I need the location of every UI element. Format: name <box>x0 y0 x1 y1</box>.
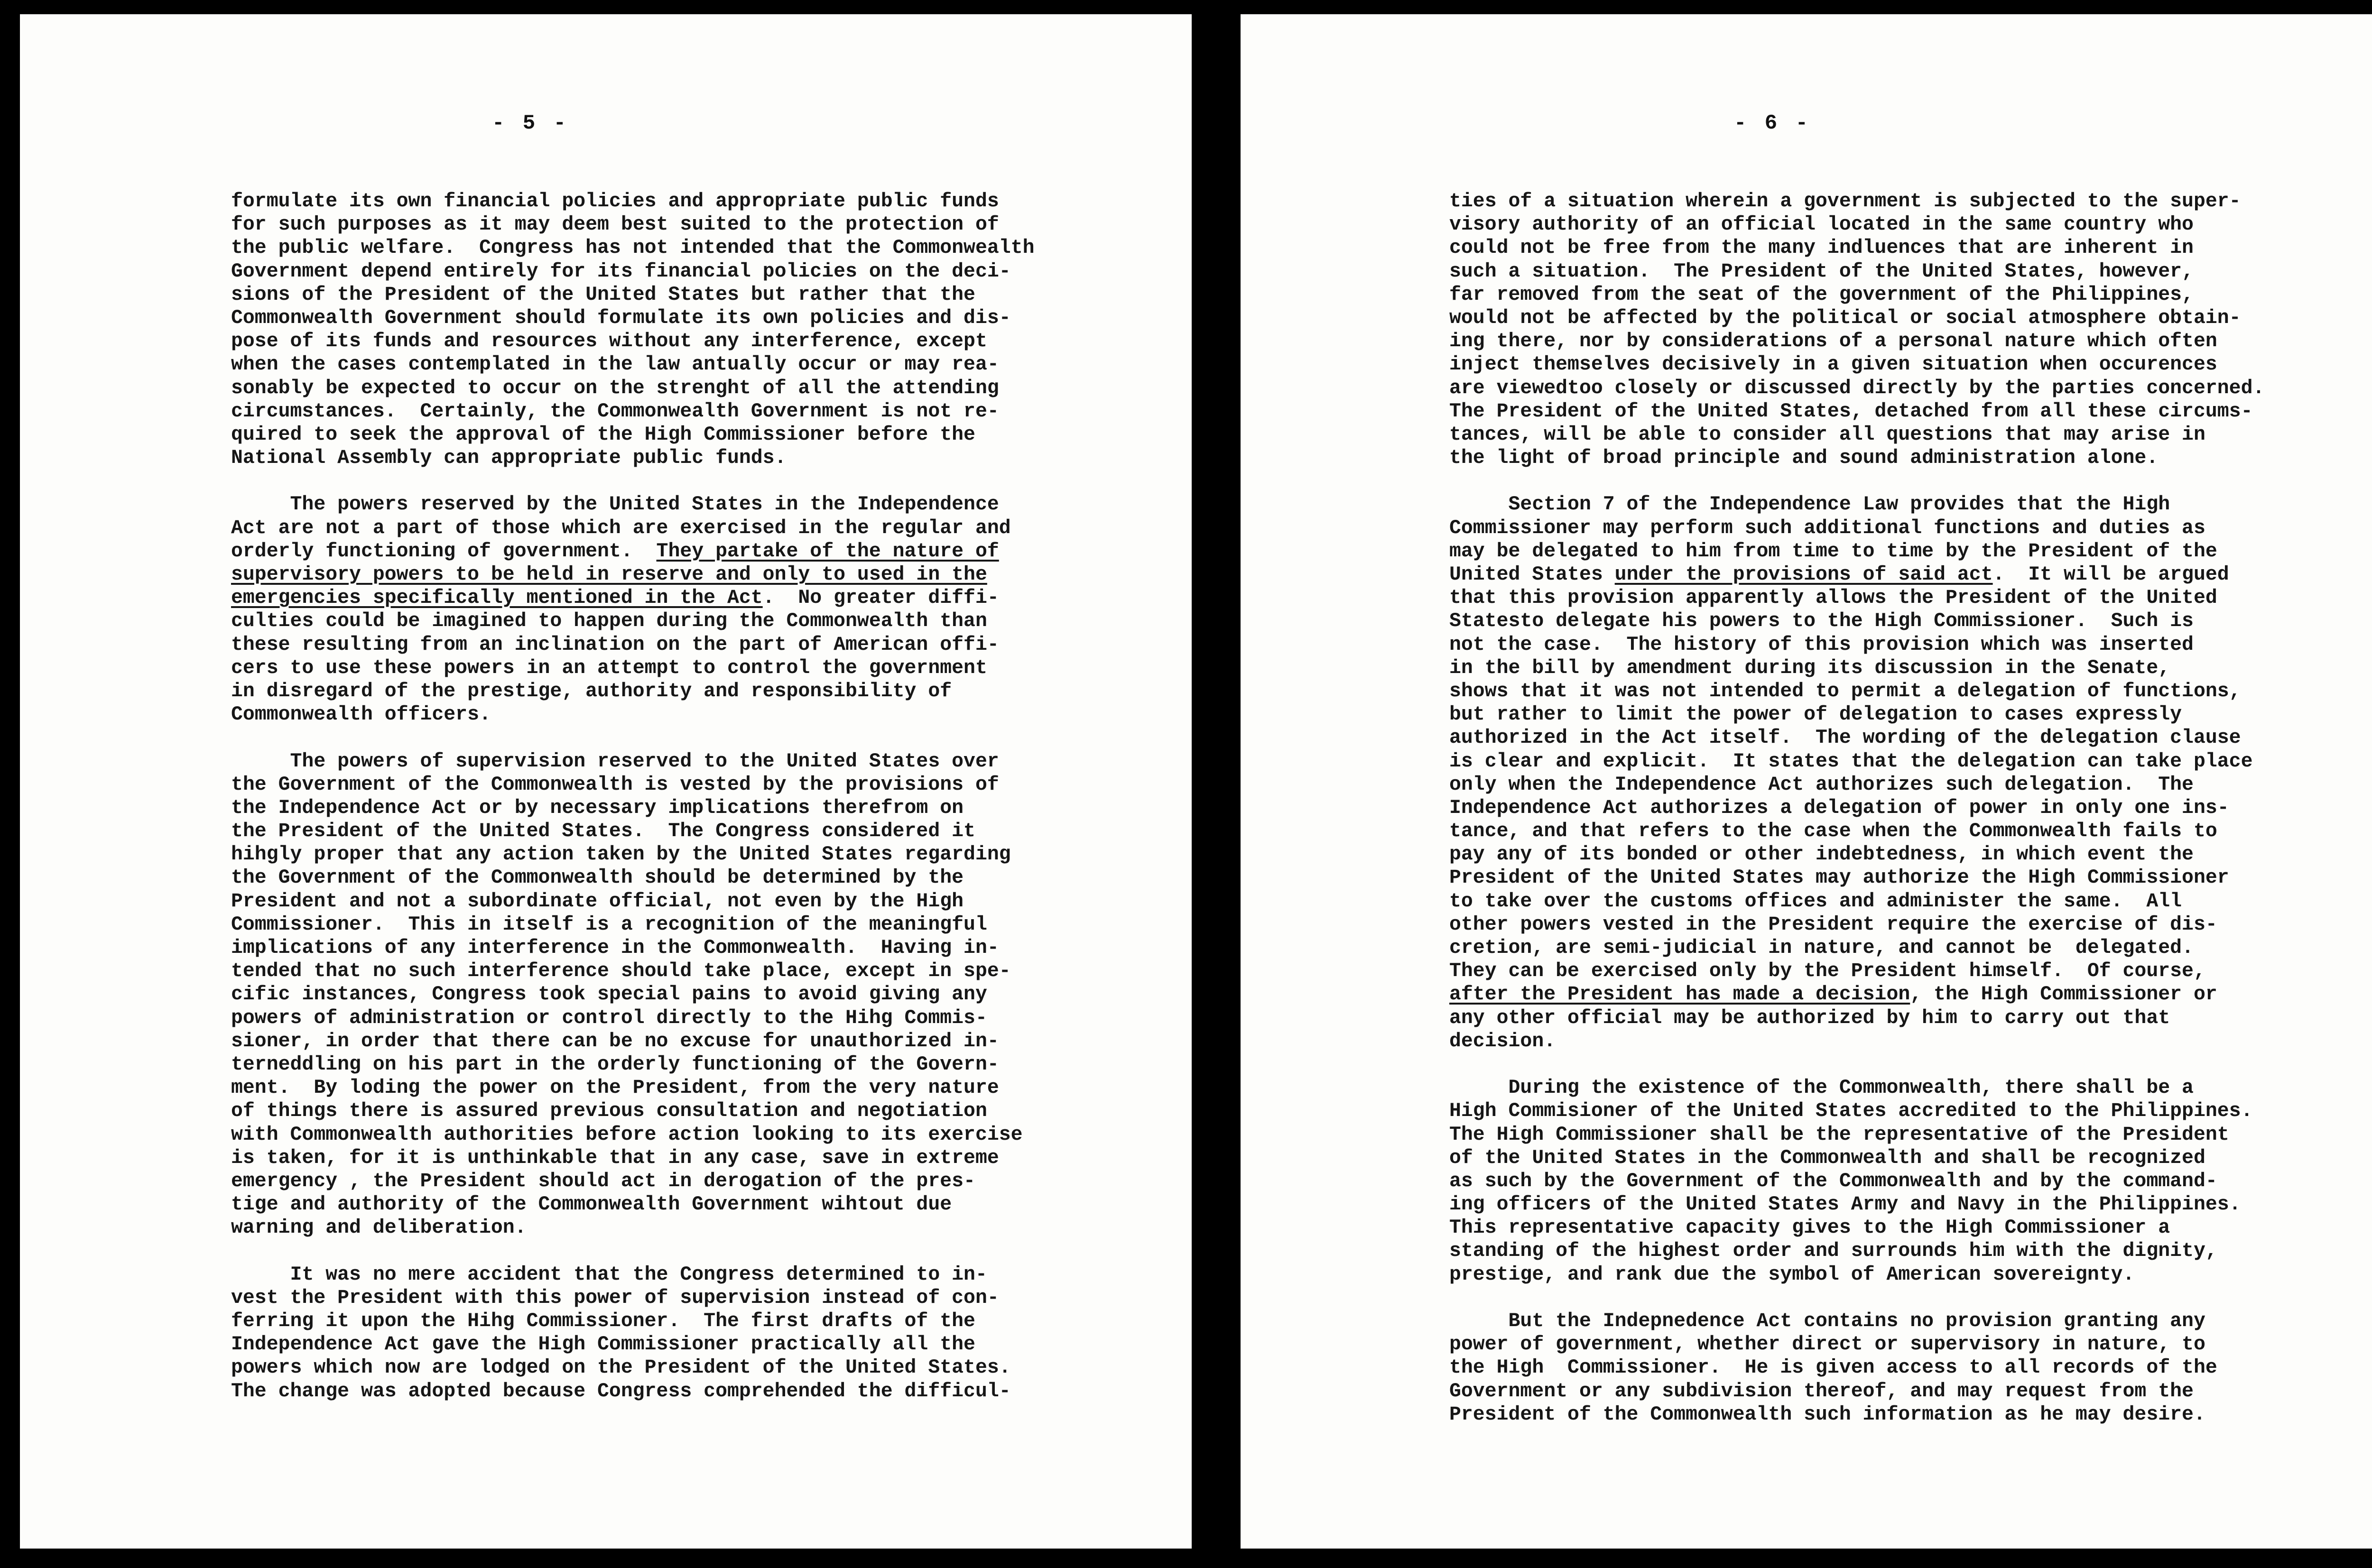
text-segment: emergency , the President should act in derogation of the pres- <box>231 1170 975 1192</box>
text-segment: of things there is assured previous consultation and negotiation <box>231 1100 987 1123</box>
text-segment: with Commonwealth authorities before action looking to its exercise <box>231 1123 1023 1146</box>
page-body <box>231 190 1083 1403</box>
paragraph <box>1449 1310 2291 1426</box>
text-line <box>231 1263 1083 1286</box>
text-line <box>1449 1333 2291 1356</box>
text-segment: Statesto delegate his powers to the High Commissioner. Such is <box>1449 610 2194 633</box>
text-segment: cers to use these powers in an attempt to control the government <box>231 656 987 679</box>
paragraph <box>231 493 1083 726</box>
text-segment: culties could be imagined to happen during the Commonwealth than <box>231 610 987 633</box>
text-segment: vest the President with this power of supervision instead of con- <box>231 1286 999 1309</box>
text-segment: would not be affected by the political or social atmosphere obtain- <box>1449 306 2241 329</box>
text-line <box>1449 959 2291 983</box>
text-line <box>231 517 1083 540</box>
text-segment: such a situation. The President of the United States, however, <box>1449 260 2194 283</box>
text-segment: quired to seek the approval of the High Commissioner before the <box>231 423 975 446</box>
text-segment: Independence Act authorizes a delegation of power in only one ins- <box>1449 796 2229 819</box>
underlined-text: under the provisions of said act <box>1614 563 1993 586</box>
text-line <box>231 609 1083 633</box>
text-line <box>231 936 1083 959</box>
text-line <box>1449 1380 2291 1403</box>
text-line <box>231 750 1083 773</box>
text-line <box>231 493 1083 516</box>
text-line <box>1449 1263 2291 1286</box>
text-line <box>231 820 1083 843</box>
text-segment: of the United States in the Commonwealth and shall be recognized <box>1449 1146 2205 1169</box>
text-segment: the public welfare. Congress has not intended that the Commonwealth <box>231 237 1035 259</box>
text-segment: pay any of its bonded or other indebtedness, in which event the <box>1449 843 2194 866</box>
text-line <box>1449 983 2291 1006</box>
text-segment: far removed from the seat of the government of the Philippines, <box>1449 283 2194 306</box>
text-line <box>1449 190 2291 213</box>
text-line <box>231 306 1083 330</box>
text-line <box>1449 306 2291 330</box>
document-page-6 <box>1241 14 2372 1549</box>
text-line <box>1449 1146 2291 1170</box>
text-line <box>1449 703 2291 726</box>
text-line <box>231 1286 1083 1310</box>
text-segment: is taken, for it is unthinkable that in any case, save in extreme <box>231 1146 999 1169</box>
text-segment: to take over the customs offices and administer the same. All <box>1449 890 2182 913</box>
text-line <box>1449 446 2291 470</box>
text-segment: sions of the President of the United States but rather that the <box>231 283 975 306</box>
text-segment: these resulting from an inclination on the part of American offi- <box>231 633 999 656</box>
text-segment: This representative capacity gives to the High Commissioner a <box>1449 1217 2170 1239</box>
text-segment: Commonwealth Government should formulate its own policies and dis- <box>231 306 1011 329</box>
text-line <box>231 1099 1083 1123</box>
text-segment: ment. By loding the power on the President, from the very nature <box>231 1077 999 1099</box>
text-line <box>1449 656 2291 680</box>
text-segment: the Government of the Commonwealth should be determined by the <box>231 867 964 889</box>
text-segment: Commissioner may perform such additional functions and duties as <box>1449 517 2205 539</box>
text-line <box>1449 1193 2291 1216</box>
text-segment: visory authority of an official located in the same country who <box>1449 213 2194 236</box>
text-segment: cific instances, Congress took special pains to avoid giving any <box>231 983 987 1006</box>
text-line <box>231 1310 1083 1333</box>
text-line <box>1449 330 2291 353</box>
text-line <box>231 1333 1083 1356</box>
text-segment: United States <box>1449 563 1615 586</box>
text-segment: as such by the Government of the Commonwealth and by the command- <box>1449 1170 2217 1192</box>
text-segment: Section 7 of the Independence Law provides that the High <box>1449 493 2170 516</box>
text-segment: standing of the highest order and surrounds him with the dignity, <box>1449 1240 2217 1263</box>
text-segment: ing there, nor by considerations of a personal nature which often <box>1449 330 2217 353</box>
paragraph <box>1449 493 2291 1053</box>
text-segment: ing officers of the United States Army and Navy in the Philippines. <box>1449 1193 2241 1216</box>
text-line <box>231 703 1083 726</box>
text-line <box>1449 540 2291 563</box>
text-line <box>231 983 1083 1006</box>
text-line <box>231 959 1083 983</box>
text-segment: Act are not a part of those which are exercised in the regular and <box>231 517 1011 539</box>
paragraph <box>231 750 1083 1240</box>
text-line <box>1449 820 2291 843</box>
text-segment: for such purposes as it may deem best suited to the protection of <box>231 213 999 236</box>
text-line <box>1449 913 2291 936</box>
text-segment: tances, will be able to consider all questions that may arise in <box>1449 423 2205 446</box>
text-line <box>1449 633 2291 656</box>
text-line <box>231 1006 1083 1030</box>
text-segment: They can be exercised only by the President himself. Of course, <box>1449 960 2205 983</box>
text-segment: only when the Independence Act authorizes such delegation. The <box>1449 773 2194 796</box>
page-body <box>1449 190 2291 1426</box>
text-line <box>1449 1170 2291 1193</box>
text-line <box>231 586 1083 609</box>
underlined-text: emergencies specifically mentioned in the Act <box>231 587 763 609</box>
text-segment: . It will be argued <box>1992 563 2229 586</box>
page-number: - 5 - <box>492 111 569 135</box>
text-segment: warning and deliberation. <box>231 1217 527 1239</box>
text-line <box>231 190 1083 213</box>
text-line <box>1449 1099 2291 1123</box>
text-line <box>231 773 1083 796</box>
paragraph <box>231 190 1083 470</box>
text-line <box>1449 1216 2291 1239</box>
text-segment: It was no mere accident that the Congress determined to in- <box>231 1263 987 1286</box>
text-segment: tige and authority of the Commonwealth Government wihtout due <box>231 1193 952 1216</box>
text-line <box>1449 400 2291 423</box>
text-line <box>1449 726 2291 749</box>
text-segment: the light of broad principle and sound administration alone. <box>1449 447 2159 470</box>
text-line <box>1449 377 2291 400</box>
text-line <box>231 283 1083 306</box>
text-line <box>1449 517 2291 540</box>
text-line <box>231 377 1083 400</box>
text-line <box>1449 1239 2291 1263</box>
text-line <box>1449 1030 2291 1053</box>
text-line <box>1449 586 2291 609</box>
paragraph <box>1449 190 2291 470</box>
text-line <box>1449 750 2291 773</box>
text-line <box>1449 493 2291 516</box>
text-segment: is clear and explicit. It states that the delegation can take place <box>1449 750 2253 773</box>
text-line <box>231 633 1083 656</box>
text-line <box>1449 1123 2291 1146</box>
text-segment: power of government, whether direct or supervisory in nature, to <box>1449 1333 2205 1356</box>
text-segment: powers which now are lodged on the President of the United States. <box>231 1356 1011 1379</box>
text-segment: But the Indepnedence Act contains no provision granting any <box>1449 1310 2205 1332</box>
text-line <box>231 913 1083 936</box>
text-line <box>231 1170 1083 1193</box>
text-line <box>231 890 1083 913</box>
text-segment: inject themselves decisively in a given situation when occurences <box>1449 353 2217 376</box>
text-segment: the High Commissioner. He is given access to all records of the <box>1449 1356 2217 1379</box>
text-segment: prestige, and rank due the symbol of American sovereignty. <box>1449 1263 2135 1286</box>
text-line <box>1449 1356 2291 1379</box>
text-segment: could not be free from the many indluences that are inherent in <box>1449 237 2194 259</box>
text-segment: other powers vested in the President require the exercise of dis- <box>1449 913 2217 936</box>
text-line <box>231 1216 1083 1239</box>
text-line <box>231 540 1083 563</box>
text-line <box>1449 866 2291 889</box>
text-segment: the President of the United States. The Congress considered it <box>231 820 975 843</box>
text-line <box>231 1076 1083 1099</box>
text-line <box>1449 1403 2291 1426</box>
text-segment: decision. <box>1449 1030 1556 1052</box>
text-segment: Government depend entirely for its financial policies on the deci- <box>231 260 1011 283</box>
text-segment: Commissioner. This in itself is a recognition of the meaningful <box>231 913 987 936</box>
text-line <box>1449 1310 2291 1333</box>
text-line <box>231 1193 1083 1216</box>
text-line <box>1449 353 2291 376</box>
text-line <box>231 656 1083 680</box>
text-segment: tance, and that refers to the case when the Commonwealth fails to <box>1449 820 2217 843</box>
text-segment: formulate its own financial policies and appropriate public funds <box>231 190 999 212</box>
text-line <box>231 1356 1083 1379</box>
underlined-text: after the President has made a decision <box>1449 983 1910 1006</box>
text-segment: Government or any subdivision thereof, and may request from the <box>1449 1380 2194 1402</box>
text-line <box>1449 563 2291 586</box>
text-segment: hihgly proper that any action taken by the United States regarding <box>231 843 1011 866</box>
text-line <box>231 1146 1083 1170</box>
text-segment: sioner, in order that there can be no excuse for unauthorized in- <box>231 1030 999 1052</box>
text-segment: the Independence Act or by necessary implications therefrom on <box>231 796 964 819</box>
text-segment: that this provision apparently allows the President of the United <box>1449 587 2217 609</box>
text-line <box>1449 1076 2291 1099</box>
text-segment: President of the United States may authorize the High Commissioner <box>1449 867 2229 889</box>
text-segment: The change was adopted because Congress comprehended the difficul- <box>231 1380 1011 1402</box>
text-segment: sonably be expected to occur on the strenght of all the attending <box>231 377 999 399</box>
text-segment: when the cases contemplated in the law antually occur or may rea- <box>231 353 999 376</box>
text-line <box>1449 1006 2291 1030</box>
text-segment: circumstances. Certainly, the Commonwealth Government is not re- <box>231 400 999 423</box>
text-line <box>231 423 1083 446</box>
text-segment: not the case. The history of this provision which was inserted <box>1449 633 2194 656</box>
text-line <box>231 1053 1083 1076</box>
text-segment: any other official may be authorized by him to carry out that <box>1449 1006 2170 1029</box>
underlined-text: They partake of the nature of <box>656 540 999 563</box>
text-line <box>231 330 1083 353</box>
paragraph <box>1449 1076 2291 1286</box>
text-line <box>1449 213 2291 236</box>
text-line <box>231 680 1083 703</box>
text-segment: , the High Commissioner or <box>1910 983 2217 1006</box>
text-segment: Commonwealth officers. <box>231 703 491 726</box>
text-segment: but rather to limit the power of delegation to cases expressly <box>1449 703 2182 726</box>
text-segment: the Government of the Commonwealth is vested by the provisions of <box>231 773 999 796</box>
text-line <box>231 260 1083 283</box>
text-segment: . No greater diffi- <box>762 587 999 609</box>
text-segment: The powers of supervision reserved to the United States over <box>231 750 999 773</box>
text-segment: The powers reserved by the United States in the Independence <box>231 493 999 516</box>
text-segment: ferring it upon the Hihg Commissioner. The first drafts of the <box>231 1310 975 1332</box>
text-line <box>1449 609 2291 633</box>
text-segment: powers of administration or control directly to the Hihg Commis- <box>231 1006 987 1029</box>
text-segment: may be delegated to him from time to time by the President of the <box>1449 540 2217 563</box>
text-segment: During the existence of the Commonwealth, there shall be a <box>1449 1077 2194 1099</box>
text-segment: High Commisioner of the United States accredited to the Philippines. <box>1449 1100 2253 1123</box>
text-line <box>231 213 1083 236</box>
text-segment: pose of its funds and resources without any interference, except <box>231 330 987 353</box>
text-segment: President of the Commonwealth such information as he may desire. <box>1449 1403 2205 1426</box>
text-segment: The President of the United States, detached from all these circums- <box>1449 400 2253 423</box>
paragraph <box>231 1263 1083 1403</box>
text-line <box>231 1123 1083 1146</box>
text-segment: terneddling on his part in the orderly functioning of the Govern- <box>231 1053 999 1076</box>
text-line <box>1449 423 2291 446</box>
document-page-5 <box>20 14 1192 1549</box>
text-line <box>231 1380 1083 1403</box>
text-segment: authorized in the Act itself. The wording of the delegation clause <box>1449 727 2241 749</box>
text-line <box>1449 283 2291 306</box>
text-line <box>1449 236 2291 259</box>
text-segment: implications of any interference in the Commonwealth. Having in- <box>231 937 999 959</box>
text-line <box>1449 796 2291 820</box>
text-line <box>231 353 1083 376</box>
text-line <box>231 563 1083 586</box>
text-line <box>1449 890 2291 913</box>
text-segment: shows that it was not intended to permit a delegation of functions, <box>1449 680 2241 702</box>
text-line <box>1449 936 2291 959</box>
text-segment: ties of a situation wherein a government is subjected to the super- <box>1449 190 2241 212</box>
text-line <box>231 796 1083 820</box>
text-line <box>1449 680 2291 703</box>
text-line <box>231 866 1083 889</box>
text-segment: tended that no such interference should take place, except in spe- <box>231 960 1011 983</box>
text-segment: Independence Act gave the High Commissioner practically all the <box>231 1333 975 1356</box>
page-number: - 6 - <box>1734 111 1811 135</box>
text-line <box>231 843 1083 866</box>
text-line <box>231 236 1083 259</box>
text-segment: in disregard of the prestige, authority and responsibility of <box>231 680 952 702</box>
text-line <box>231 446 1083 470</box>
text-segment: President and not a subordinate official, not even by the High <box>231 890 964 913</box>
text-segment: The High Commissioner shall be the representative of the President <box>1449 1123 2229 1146</box>
text-line <box>1449 260 2291 283</box>
text-line <box>231 1030 1083 1053</box>
text-segment: National Assembly can appropriate public funds. <box>231 447 787 470</box>
text-segment: cretion, are semi-judicial in nature, and cannot be delegated. <box>1449 937 2194 959</box>
text-line <box>1449 843 2291 866</box>
text-segment: orderly functioning of government. <box>231 540 657 563</box>
text-segment: in the bill by amendment during its discussion in the Senate, <box>1449 656 2170 679</box>
text-line <box>1449 773 2291 796</box>
text-line <box>231 400 1083 423</box>
text-segment: are viewedtoo closely or discussed directly by the parties concerned. <box>1449 377 2265 399</box>
underlined-text: supervisory powers to be held in reserve and only to used in the <box>231 563 987 586</box>
